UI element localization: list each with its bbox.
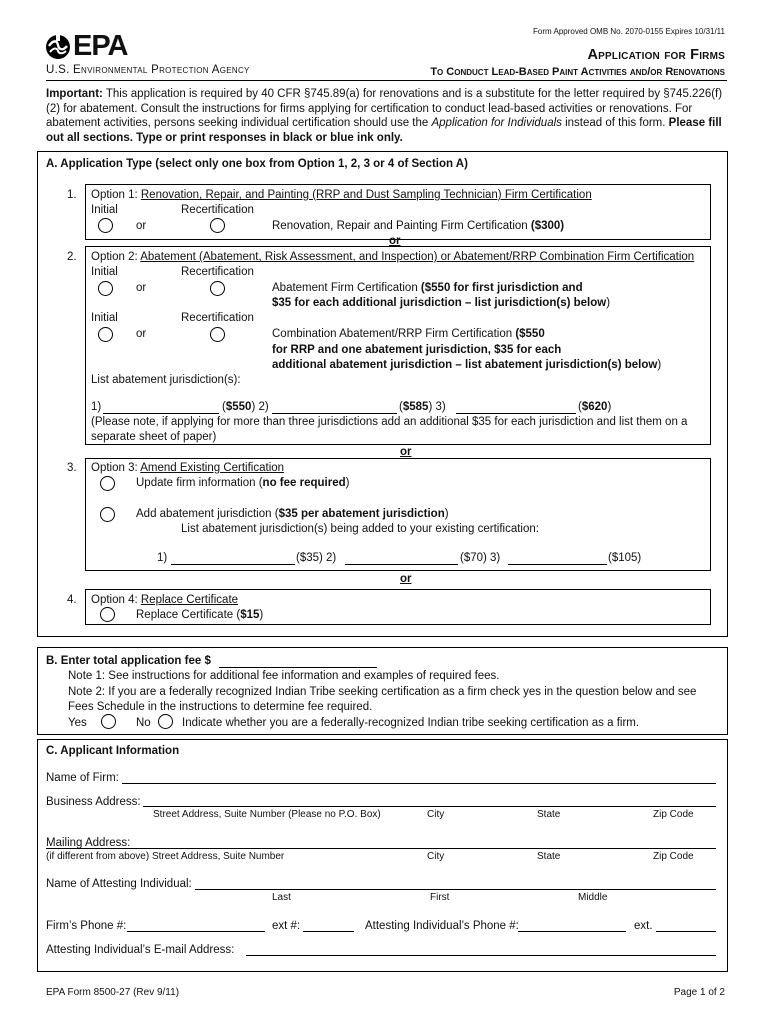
- opt2-note: (Please note, if applying for more than three jurisdictions add an additional $35 for each jurisdiction and list them on a separate sheet of paper): [91, 416, 688, 443]
- opt4-replace-radio[interactable]: [100, 607, 115, 622]
- opt4-title-line: [91, 594, 238, 606]
- opt2-j1-label: 1): [91, 401, 102, 413]
- opt2-recert-label: Recertification: [181, 266, 254, 278]
- opt2-abate-label: Abatement Firm Certification: [272, 282, 418, 294]
- section-a-heading: A. Application Type (select only one box from Option 1, 2, 3 or 4 of Section A): [46, 158, 468, 170]
- opt3-add-radio[interactable]: [100, 507, 115, 522]
- opt4-desc: Replace Certificate (: [136, 609, 241, 621]
- business-city-sub: City: [427, 809, 445, 820]
- opt3-f1: ($35) 2): [296, 552, 337, 564]
- opt3-jurisdiction-2-field[interactable]: [345, 564, 458, 565]
- opt4-prefix: Option 4:: [91, 594, 138, 606]
- opt1-title: Renovation, Repair, and Painting (RRP and Dust Sampling Technician) Firm Certification: [140, 189, 592, 201]
- omb-number: Form Approved OMB No. 2070-0155 Expires 10/31/11: [533, 27, 725, 36]
- opt2-combo-initial-radio[interactable]: [98, 327, 113, 342]
- opt2-title: Abatement (Abatement, Risk Assessment, and Inspection) or Abatement/RRP Combination Firm Certification: [140, 251, 695, 263]
- opt2-jurisdiction-3-field[interactable]: [456, 413, 576, 414]
- intro-paragraph: [46, 87, 726, 145]
- opt2-combo-desc: Combination Abatement/RRP Firm Certification ($550 for RRP and one abatement jurisdiction, $35 for each additional abatement jurisdiction – list abatement jurisdiction(s) below): [272, 328, 662, 371]
- footer-page-number: Page 1 of 2: [673, 987, 725, 998]
- form-subtitle: To Conduct Lead-Based Paint Activities and/or Renovations: [430, 66, 725, 78]
- mailing-state-sub: State: [537, 851, 561, 862]
- agency-name: U.S. Environmental Protection Agency: [46, 64, 250, 76]
- section-b-note1: Note 1: See instructions for additional fee information and examples of required fees.: [68, 670, 500, 682]
- email-label: Attesting Individual’s E-mail Address:: [46, 944, 235, 956]
- epa-logo-text: EPA: [73, 30, 128, 62]
- opt2-number: 2.: [67, 251, 77, 263]
- opt1-desc: Renovation, Repair and Painting Firm Certification: [272, 220, 528, 232]
- opt1-fee: ($300): [530, 220, 565, 232]
- opt3-add: Add abatement jurisdiction (: [136, 508, 279, 520]
- opt2-fee-550-wrap: ($550) 2): [222, 401, 269, 413]
- mailing-street-sub: (if different from above) Street Address, Suite Number: [46, 851, 285, 862]
- opt4-fee: $15: [240, 609, 260, 621]
- mailing-address-label: Mailing Address:: [46, 837, 131, 849]
- intro-bold-tail: Please fill out all sections. Type or print responses in black or blue ink only.: [46, 117, 722, 144]
- opt2-combo-label: Combination Abatement/RRP Firm Certification: [272, 328, 513, 340]
- firm-ext-label: ext #:: [272, 920, 301, 932]
- att-ext-field[interactable]: [656, 931, 716, 932]
- tribe-no-radio[interactable]: [158, 714, 173, 729]
- section-b-note2: Note 2: If you are a federally recognized Indian Tribe seeking certification as a firm check yes in the question below and see Fees Schedule in the instructions to determine fee required.: [68, 686, 697, 713]
- attesting-last-sub: Last: [272, 892, 291, 903]
- business-address-label: Business Address:: [46, 796, 141, 808]
- business-zip-sub: Zip Code: [653, 809, 694, 820]
- opt2-combo-fee3: additional abatement jurisdiction – list abatement jurisdiction(s) below: [272, 359, 658, 371]
- opt1-recert-label: Recertification: [181, 204, 254, 216]
- opt3-update-line: Update firm information (no fee required): [136, 477, 350, 489]
- yes-label: Yes: [68, 717, 87, 729]
- opt1-recert-radio[interactable]: [210, 218, 225, 233]
- opt3-number: 3.: [67, 462, 77, 474]
- opt4-number: 4.: [67, 594, 77, 606]
- attesting-first-sub: First: [430, 892, 450, 903]
- firm-phone-field[interactable]: [127, 931, 265, 932]
- opt3-no-fee: no fee required: [262, 477, 346, 489]
- email-field[interactable]: [246, 955, 716, 956]
- name-of-firm-field[interactable]: [122, 783, 716, 784]
- opt2-abate-initial-radio[interactable]: [98, 281, 113, 296]
- opt3-j1-label: 1): [157, 552, 168, 564]
- business-address-field[interactable]: [143, 806, 716, 807]
- opt1-title-line: [91, 189, 592, 201]
- opt2-or-2: or: [136, 328, 147, 340]
- opt3-add-fee: $35 per abatement jurisdiction: [278, 508, 445, 520]
- opt3-jurisdiction-3-field[interactable]: [508, 564, 607, 565]
- opt3-update-radio[interactable]: [100, 476, 115, 491]
- opt2-abate-fee2: $35 for each additional jurisdiction – list jurisdiction(s) below: [272, 297, 607, 309]
- opt2-fee-550: $550: [225, 401, 252, 413]
- opt2-fee-585: $585: [402, 401, 429, 413]
- opt3-jurisdiction-1-field[interactable]: [171, 564, 295, 565]
- header-rule: [46, 80, 727, 81]
- intro-text-1: This application is required by 40 CFR §745.89(a) for renovations and is a substitute for the letter required by §745.226(f)(2) for abatement. Consult the instructions for firms applying for certification to conduct lead-based activities or renovations. For abatement activities, persons seeking individual certification should use the: [46, 88, 723, 129]
- opt2-j3-label: ) 3): [428, 401, 446, 413]
- opt3-f2: ($70) 3): [460, 552, 501, 564]
- footer-form-number: EPA Form 8500-27 (Rev 9/11): [46, 987, 180, 998]
- attesting-name-field[interactable]: [195, 889, 716, 890]
- firm-ext-field[interactable]: [303, 931, 354, 932]
- opt1-initial-radio[interactable]: [98, 218, 113, 233]
- intro-italic: Application for Individuals: [431, 117, 562, 129]
- opt2-jurisdiction-2-field[interactable]: [272, 413, 397, 414]
- name-of-firm-label: Name of Firm:: [46, 772, 119, 784]
- opt1-or: or: [136, 220, 147, 232]
- opt3-title-line: [91, 462, 284, 474]
- opt4-title: Replace Certificate: [140, 594, 239, 606]
- opt2-or-1: or: [136, 282, 147, 294]
- or-divider-2: or: [400, 446, 412, 458]
- total-fee-field[interactable]: [219, 667, 377, 668]
- opt2-prefix: Option 2:: [91, 251, 138, 263]
- opt2-jurisdiction-1-field[interactable]: [103, 413, 219, 414]
- attesting-middle-sub: Middle: [578, 892, 608, 903]
- opt1-initial-label: Initial: [91, 204, 118, 216]
- important-label: Important:: [46, 88, 103, 100]
- section-c-heading: C. Applicant Information: [46, 745, 180, 757]
- or-divider-1: or: [389, 235, 401, 247]
- att-ext-label: ext.: [634, 920, 653, 932]
- mailing-zip-sub: Zip Code: [653, 851, 694, 862]
- opt3-prefix: Option 3:: [91, 462, 138, 474]
- mailing-city-sub: City: [427, 851, 445, 862]
- opt2-abate-recert-radio[interactable]: [210, 281, 225, 296]
- att-phone-field[interactable]: [518, 931, 626, 932]
- opt2-fee-620: $620: [581, 401, 608, 413]
- opt2-initial-label: Initial: [91, 266, 118, 278]
- opt1-desc-line: [272, 220, 564, 232]
- business-state-sub: State: [537, 809, 561, 820]
- form-title: Application for Firms: [587, 47, 725, 63]
- opt1-prefix: Option 1:: [91, 189, 138, 201]
- opt3-update: Update firm information (: [136, 477, 263, 489]
- opt3-list: List abatement jurisdiction(s) being added to your existing certification:: [181, 523, 539, 535]
- opt2-combo-fee2: for RRP and one abatement jurisdiction, $35 for each: [272, 343, 562, 356]
- opt2-combo-fee1: ($550: [515, 328, 545, 340]
- opt2-fee-620-wrap: ($620): [578, 401, 612, 413]
- opt2-fee-585-wrap: ($585) 3): [399, 401, 446, 413]
- opt2-combo-recert-label: Recertification: [181, 312, 254, 324]
- tribe-yes-radio[interactable]: [101, 714, 116, 729]
- opt2-abate-desc: Abatement Firm Certification ($550 for first jurisdiction and $35 for each additional jurisdiction – list jurisdiction(s) below): [272, 282, 611, 309]
- opt2-title-line: [91, 251, 694, 263]
- opt1-number: 1.: [67, 189, 77, 201]
- tribe-indicate-text: Indicate whether you are a federally-recognized Indian tribe seeking certification as a firm.: [182, 717, 640, 729]
- attesting-name-label: Name of Attesting Individual:: [46, 878, 192, 890]
- mailing-address-field[interactable]: [46, 848, 716, 849]
- or-divider-3: or: [400, 573, 412, 585]
- firm-phone-label: Firm’s Phone #:: [46, 920, 127, 932]
- business-street-sub: Street Address, Suite Number (Please no P.O. Box): [153, 809, 381, 820]
- opt2-list-label: List abatement jurisdiction(s):: [91, 374, 241, 386]
- opt3-add-line: Add abatement jurisdiction ($35 per abatement jurisdiction): [136, 508, 449, 520]
- opt2-combo-recert-radio[interactable]: [210, 327, 225, 342]
- att-phone-label: Attesting Individual’s Phone #:: [365, 920, 519, 932]
- no-label: No: [136, 717, 151, 729]
- epa-logo: [44, 32, 146, 65]
- opt3-title: Amend Existing Certification: [140, 462, 285, 474]
- opt2-j2-label: ) 2): [251, 401, 269, 413]
- opt4-desc-line: Replace Certificate ($15): [136, 609, 264, 621]
- section-b-heading: B. Enter total application fee $: [46, 655, 211, 667]
- opt2-combo-initial-label: Initial: [91, 312, 118, 324]
- opt3-f3: ($105): [608, 552, 642, 564]
- opt2-abate-fee1: ($550 for first jurisdiction and: [420, 282, 583, 294]
- intro-text-2: instead of this form.: [565, 117, 666, 129]
